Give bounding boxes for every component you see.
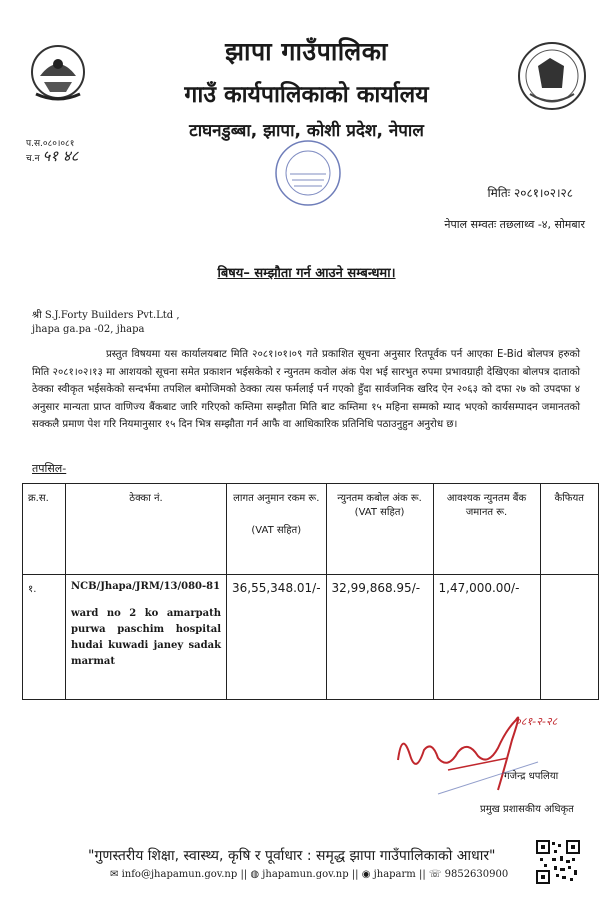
cell-min-bid: 32,99,868.95/-: [326, 575, 433, 700]
signatory-name: गजेन्द्र धपलिया: [504, 771, 559, 782]
signatory-title: प्रमुख प्रशासकीय अधिकृत: [480, 804, 574, 815]
subject-text: बिषय– सम्झौता गर्न आउने सम्बन्धमा।: [217, 266, 396, 281]
cell-cost-estimate: 36,55,348.01/-: [227, 575, 327, 700]
globe-icon: ◍: [250, 869, 260, 880]
subject-line: [0, 263, 613, 281]
signature-date: ०८१-२-२८: [515, 715, 558, 728]
col-header-cost-estimate: [227, 484, 327, 575]
cell-bank-guarantee: 1,47,000.00/-: [433, 575, 540, 700]
cost-estimate-label: लागत अनुमान रकम रू.: [233, 493, 320, 504]
social-text: jhaparm: [373, 869, 416, 880]
patra-sankhya: प.स.०८०।०८१: [26, 139, 75, 149]
col-header-sn: क्र.स.: [23, 484, 66, 575]
cell-contract: [66, 575, 227, 700]
footer-contact: ✉ info@jhapamun.gov.np || ◍ jhapamun.gov.np || ◉ jhaparm || ☏ 9852630900: [110, 869, 509, 880]
chalani-number: ५१ ४८: [42, 147, 79, 165]
table-row: [23, 575, 599, 700]
phone-icon: ☏: [428, 869, 442, 880]
footer-motto: "गुणस्तरीय शिक्षा, स्वास्थ्य, कृषि र पूर्वाधार : समृद्ध झापा गाउँपालिकाको आधार": [88, 848, 496, 864]
cell-sn: १.: [23, 575, 66, 700]
office-stamp: [270, 138, 346, 208]
chalani-label: च.न: [26, 154, 40, 164]
col-header-bank-guarantee: आवश्यक न्युनतम बैंक जमानत रू.: [433, 484, 540, 575]
cell-remarks: [540, 575, 598, 700]
table-header-row: [23, 484, 599, 575]
nepal-sambat-date: नेपाल सम्वतः तछलाथ्व -४, सोमबार: [444, 218, 585, 231]
social-icon: ◉: [361, 869, 371, 880]
office-subtitle: गाउँ कार्यपालिकाको कार्यालय: [184, 82, 429, 108]
phone-text: 9852630900: [444, 869, 509, 880]
details-label: तपसिल-: [32, 462, 67, 475]
col-header-contract-no: ठेक्का नं.: [66, 484, 227, 575]
recipient-name: श्री S.J.Forty Builders Pvt.Ltd ,: [32, 310, 180, 321]
office-address: टाघनडुब्बा, झापा, कोशी प्रदेश, नेपाल: [189, 121, 424, 141]
vat-note: (VAT सहित): [251, 525, 302, 536]
email-icon: ✉: [110, 869, 119, 880]
handwritten-signature: [388, 700, 588, 800]
recipient-address: jhapa ga.pa -02, jhapa: [32, 324, 145, 335]
office-title: झापा गाउँपालिका: [225, 37, 388, 66]
contract-description: ward no 2 ko amarpath purwa paschim hospital hudai kuwadi janey sadak marmat: [71, 608, 221, 667]
email-text: info@jhapamun.gov.np: [121, 869, 238, 880]
contract-table: [22, 483, 599, 700]
letter-date: मितिः २०८१।०२।२८: [487, 186, 573, 200]
website-text: jhapamun.gov.np: [262, 869, 349, 880]
reference-block: [26, 138, 78, 165]
col-header-remarks: कैफियत: [540, 484, 598, 575]
contract-number: NCB/Jhapa/JRM/13/080-81: [71, 581, 221, 592]
qr-code: [536, 840, 580, 884]
letter-body: प्रस्तुत विषयमा यस कार्यालयबाट मिति २०८१।०१।०९ गते प्रकाशित सूचना अनुसार रितपूर्वक पर्न आएका E-Bid बोलपत्र हरुको मिति २०८१।०२।१३ मा आशयको सूचना समेत प्रकाशन भईसकेको र न्युनतम कवोल अंक पेश भई सारभुत रुपमा प्रभावग्राही देखिएका बोलपत्र दाताको ठेक्का स्वीकृत भईसकेको सन्दर्भमा तपशिल बमोजिमको ठेक्का त्यस फर्मलाई पर्न गएको हुँदा सार्वजनिक खरिद ऐन २०६३ को दफा २७ को उपदफा ४ अनुसार मान्यता प्राप्त वाणिज्य बैंकबाट जारि गरिएको कम्तिमा सम्झौता मिति बाट कम्तिमा १५ महिना सम्मको म्याद भएको कार्यसम्पादन जमानतको सक्कलै प्रमाण पेश गरि नियमानुसार १५ दिन भित्र सम्झौता गर्न आफै वा आधिकारिक प्रतिनिधि पठाउनुहुन अनुरोध छ।: [32, 349, 580, 431]
col-header-min-bid: न्युनतम कबोल अंक रू. (VAT सहित): [326, 484, 433, 575]
